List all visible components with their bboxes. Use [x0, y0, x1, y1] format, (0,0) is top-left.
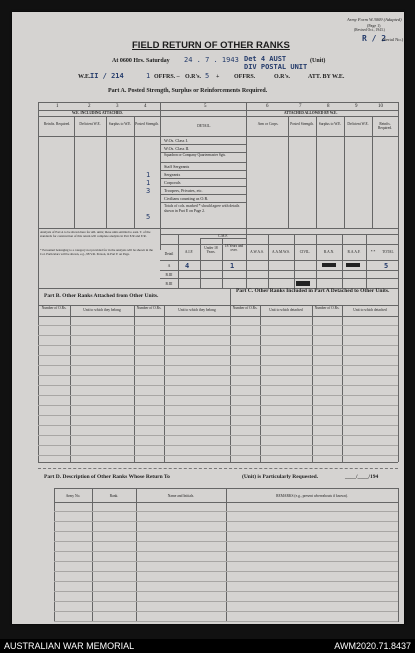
part-d-row-lines — [54, 502, 398, 622]
col-number-5: 5 — [204, 104, 207, 109]
col-number-10: 10 — [378, 104, 383, 109]
analysis-under18-head: Under 18 Years. — [204, 246, 218, 254]
part-bc-row-lines — [38, 316, 398, 462]
form-ref-line3: (Revised Oct., 1943.) — [354, 28, 385, 32]
analysis-over18-head: 18 Years and over. — [224, 244, 244, 252]
posted-total: 5 — [146, 213, 151, 221]
col-number-2: 2 — [88, 104, 91, 109]
attached-allowed-header: ATTACHED ALLOWED BY W.E. — [284, 111, 338, 115]
col-number-8: 8 — [327, 104, 330, 109]
part-d-requested: (Unit) is Particularly Requested. — [242, 474, 319, 480]
part-c-col-unit: Unit to which detached — [269, 308, 303, 312]
col-number-3: 3 — [116, 104, 119, 109]
col-number-4: 4 — [144, 104, 147, 109]
col-number-7: 7 — [299, 104, 302, 109]
redaction-block-1 — [296, 281, 310, 286]
col-surplus-we: Surplus to W.E. — [108, 122, 132, 126]
col-att-reinfts: Reinfts. Required. — [377, 122, 393, 130]
col-att-deficient: Deficient W.E. — [347, 122, 369, 126]
part-c-heading: Part C. Other Ranks Included in Part A Detached to Other Units. — [236, 288, 390, 294]
posted-sergeants: 1 — [146, 171, 151, 179]
analysis-row-a: A — [167, 264, 171, 268]
analysis-awas-head: A.W.A.S. — [250, 250, 264, 254]
footer-accession: AWM2020.71.8437 — [334, 641, 411, 651]
detail-row-9: Totals of cols. marked * should agree with details shown in Part E on Page 2. — [164, 204, 240, 213]
plus-sign: + — [216, 74, 220, 80]
ors-label: O.R's. — [185, 74, 202, 80]
col-number-1: 1 — [56, 104, 59, 109]
detail-row-7: Troopers, Privates, etc. — [164, 188, 203, 193]
posted-privates: 3 — [146, 187, 151, 195]
serial-label: (Serial No.) — [382, 37, 404, 42]
analysis-total-head: TOTAL — [382, 250, 394, 254]
analysis-aamws-head: A.A.M.W.S. — [272, 250, 290, 254]
analysis-ran-head: R.A.N. — [323, 250, 335, 254]
page-title: FIELD RETURN OF OTHER RANKS — [132, 40, 290, 51]
part-b-col-number: Number of O.Rs. — [41, 306, 67, 310]
part-c-col-number: Number of O.Rs. — [232, 306, 258, 310]
analysis-civil-head: CIVIL. — [299, 250, 311, 254]
col-deficient-we: Deficient W.E. — [79, 122, 101, 126]
part-d-col-rank: Rank. — [109, 494, 119, 498]
detail-row-6: Corporals — [164, 180, 181, 185]
analysis-other-head: * * — [370, 250, 376, 254]
analysis-cmf-head: C.M.F. — [218, 234, 228, 238]
part-d-col-army-no: Army No. — [65, 494, 81, 498]
col-posted-strength: Posted Strength. — [135, 122, 159, 126]
detail-row-2: W.Os. Class II. — [164, 146, 190, 151]
analysis-row-c: B.III — [165, 282, 173, 286]
at-hrs-label: At 0600 Hrs. Saturday — [112, 58, 170, 64]
analysis-raaf-head: R.A.A.F. — [347, 250, 361, 254]
detail-row-1: W.Os. Class I. — [164, 138, 188, 143]
we-value: II / 214 — [90, 72, 124, 80]
analysis-row-detail: Detail — [164, 252, 174, 256]
we-value-1: 1 — [146, 72, 151, 80]
col-detail: DETAIL. — [197, 124, 211, 128]
att-label: ATT. BY W.E. — [308, 74, 345, 80]
part-d-heading: Part D. Description of Other Ranks Whose Return To — [44, 474, 170, 480]
part-b-col-unit: Unit to which they belong — [83, 308, 121, 312]
ors2-label: O.R's. — [274, 74, 291, 80]
col-number-6: 6 — [266, 104, 269, 109]
separator — [38, 468, 398, 469]
analysis-over18-value: 1 — [230, 262, 235, 270]
detail-row-5: Sergeants — [164, 172, 181, 177]
unit-name: Det 4 AUST — [244, 55, 287, 63]
offrs2-label: OFFRS. — [234, 74, 256, 80]
col-reinfts-required: Reinfts. Required. — [43, 122, 71, 126]
part-c-col-number-2: Number of O.Rs. — [314, 306, 340, 310]
part-d-col-name: Name and Initials. — [167, 494, 195, 498]
analysis-aif-value: 4 — [185, 262, 190, 270]
posted-corporals: 1 — [146, 179, 151, 187]
form-ref-line1: Army Form W.3009 (Adapted) — [347, 17, 402, 22]
redaction-block-3 — [346, 263, 360, 267]
return-date: 24 . 7 . 1943 — [184, 56, 239, 64]
we-including-attached-header: W.E. INCLUDING ATTACHED. — [72, 111, 123, 115]
serial-number: R / 2 — [362, 34, 387, 43]
unit-name-2: DIV POSTAL UNIT — [244, 63, 308, 71]
form-sheet — [12, 12, 404, 624]
analysis-total-value: 5 — [384, 262, 389, 270]
footer-institution: AUSTRALIAN WAR MEMORIAL — [4, 641, 135, 651]
offrs-label: OFFRS. – — [154, 74, 180, 80]
part-a-heading: Part A. Posted Strength, Surplus or Reinforcements Required. — [108, 88, 268, 94]
col-number-9: 9 — [355, 104, 358, 109]
part-b-col-number-2: Number of O.Rs. — [136, 306, 162, 310]
part-b-heading: Part B. Other Ranks Attached from Other Units. — [44, 293, 159, 299]
detail-row-4: Staff Sergeants — [164, 164, 190, 169]
part-d-date: ____/____/194 — [345, 474, 379, 480]
analysis-row-b: B.III — [165, 273, 173, 277]
form-ref-line2: (Page 1) — [367, 23, 381, 28]
ors-value: 5 — [205, 72, 210, 80]
detail-row-3: Squadron or Company Quartermaster Sgts. — [164, 153, 226, 157]
archive-footer — [0, 639, 415, 653]
part-b-col-unit-2: Unit to which they belong — [178, 308, 216, 312]
redaction-block-2 — [322, 263, 336, 267]
col-arm-corps: Arm or Corps. — [257, 122, 279, 126]
we-label: W.E. — [78, 74, 91, 80]
col-att-posted-strength: Posted Strength. — [290, 122, 314, 126]
col-att-surplus: Surplus to W.E. — [318, 122, 342, 126]
analysis-note-2: * Personnel belonging to a category not provided for in the analysis will be shown in the Col. Particulars will be shown, e.g., 98 V.R. Person, in Part E on Page. — [40, 248, 153, 256]
analysis-note: Analysis of Part A to be shown here for AIL units; these units entitled to earn. T. of the standards for construction of this return will complete analysis in Part E/R and E/R. — [40, 230, 151, 238]
part-d-col-remarks: REMARKS (e.g., present whereabouts if known). — [276, 494, 348, 498]
part-c-col-unit-2: Unit to which detached — [353, 308, 387, 312]
unit-label: (Unit) — [310, 58, 326, 64]
detail-row-8: Civilians counting as O.R. — [164, 196, 209, 201]
analysis-aif-head: A.I.F. — [184, 250, 194, 254]
